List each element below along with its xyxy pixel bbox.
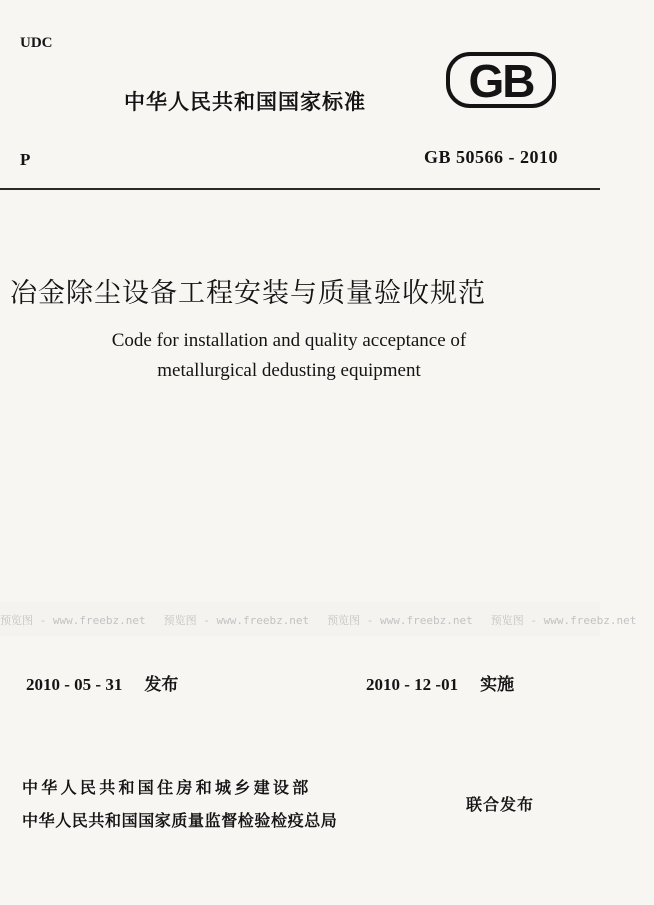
watermark-text: 预览图 - www.freebz.net [0,614,146,627]
udc-label: UDC [20,35,53,51]
title-english-line2: metallurgical dedusting equipment [157,360,421,381]
title-chinese: 冶金除尘设备工程安装与质量验收规范 [10,278,486,309]
national-standard-heading: 中华人民共和国国家标准 [124,90,366,114]
standard-number: GB 50566 - 2010 [423,147,558,167]
watermark-text: 预览图 - www.freebz.net [327,614,473,627]
implement-date-line [366,670,514,695]
implement-date: 2010 - 12 -01 [366,675,459,694]
issue-date: 2010 - 05 - 31 [26,675,123,694]
implement-label: 实施 [480,675,515,695]
issue-date-line [26,670,178,695]
publisher-line2: 中华人民共和国国家质量监督检验检疫总局 [22,811,338,830]
joint-publication-label: 联合发布 [466,795,535,814]
issue-label: 发布 [144,675,179,695]
gb-logo [446,52,556,108]
watermark [0,600,637,640]
header-rule [0,188,600,190]
publisher-line1: 中华人民共和国住房和城乡建设部 [22,778,312,797]
watermark-text: 预览图 - www.freebz.net [490,614,637,627]
title-english-line1: Code for installation and quality acceptance of [111,330,467,351]
classification-code: P [20,150,31,169]
gb-logo-text: GB [468,55,534,107]
watermark-text: 预览图 - www.freebz.net [163,614,310,627]
